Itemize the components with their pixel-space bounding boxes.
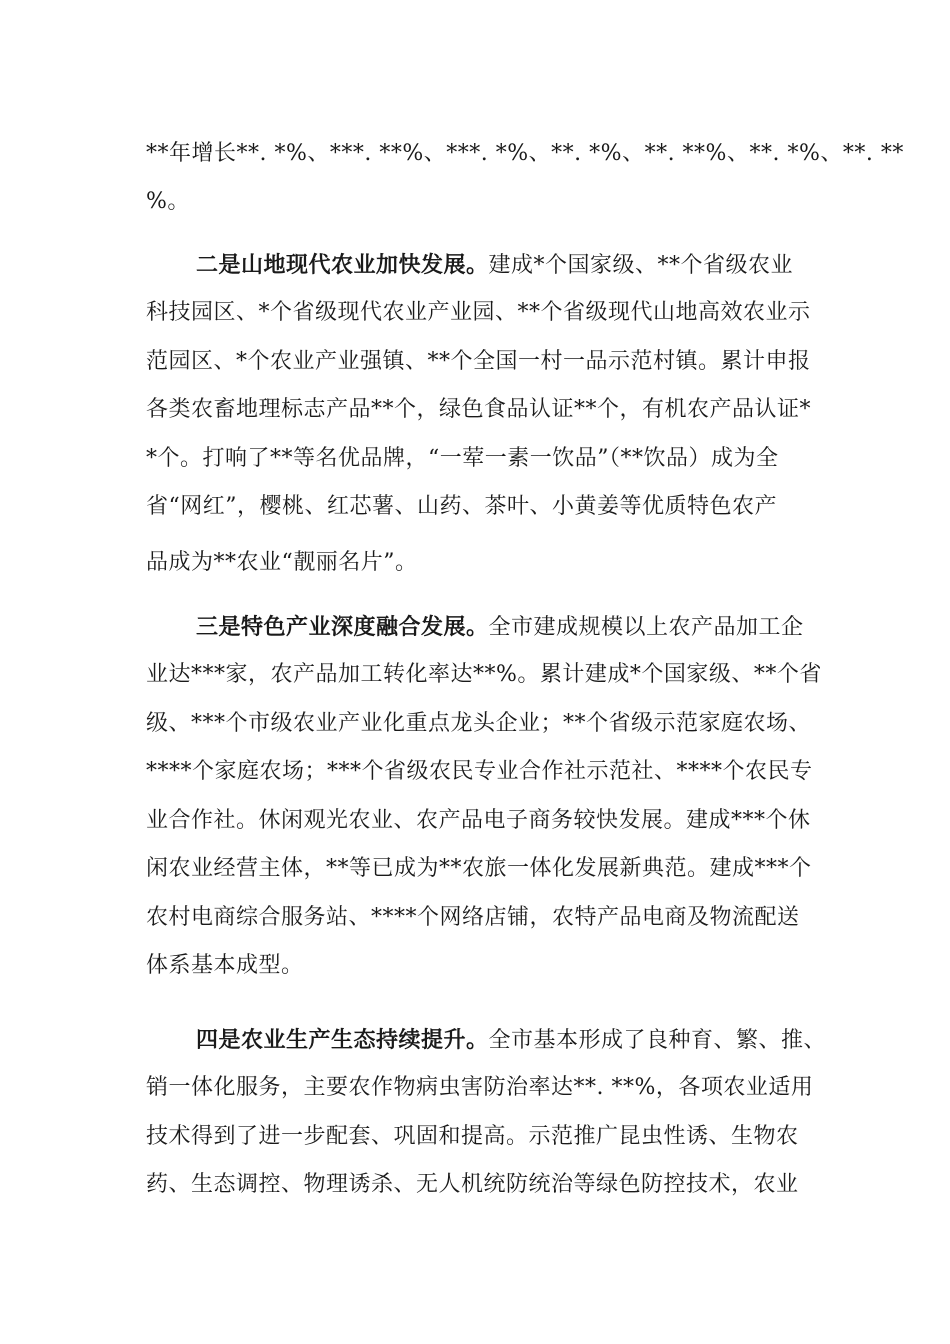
para2-line-6: 省“网红”，樱桃、红芯薯、山药、茶叶、小黄姜等优质特色农产 <box>146 494 777 519</box>
para4-line-4: 药、生态调控、物理诱杀、无人机统防统治等绿色防控技术，农业 <box>146 1172 799 1197</box>
para3-line-8: 体系基本成型。 <box>146 953 304 978</box>
para2-first-rest: 建成*个国家级、**个省级农业 <box>488 253 794 278</box>
para1-line-1: **年增长**. *%、***. **%、***. *%、**. *%、**. **%、**. *%、**. ** <box>146 141 904 166</box>
para3-line-2: 业达***家，农产品加工转化率达**%。累计建成*个国家级、**个省 <box>146 662 822 687</box>
para3-line-7: 农村电商综合服务站、****个网络店铺，农特产品电商及物流配送 <box>146 905 800 930</box>
para2-line-2: 科技园区、*个省级现代农业产业园、**个省级现代山地高效农业示 <box>146 300 811 325</box>
para2-line-7: 品成为**农业“靓丽名片”。 <box>146 550 418 575</box>
para3-line-6: 闲农业经营主体，**等已成为**农旅一体化发展新典范。建成***个 <box>146 856 812 881</box>
para2-line-1 <box>196 250 793 281</box>
para2-lead: 二是山地现代农业加快发展。 <box>196 252 489 278</box>
para4-line-3: 技术得到了进一步配套、巩固和提高。示范推广昆虫性诱、生物农 <box>146 1124 799 1149</box>
para3-line-5: 业合作社。休闲观光农业、农产品电子商务较快发展。建成***个休 <box>146 808 811 833</box>
para3-line-1 <box>196 612 804 643</box>
para3-line-4: ****个家庭农场；***个省级农民专业合作社示范社、****个农民专 <box>146 759 813 784</box>
para4-line-2: 销一体化服务，主要农作物病虫害防治率达**. **%，各项农业适用 <box>146 1075 814 1100</box>
para4-lead: 四是农业生产生态持续提升。 <box>196 1027 489 1053</box>
para4-first-rest: 全市基本形成了良种育、繁、推、 <box>488 1028 827 1053</box>
para3-line-3: 级、***个市级农业产业化重点龙头企业；**个省级示范家庭农场、 <box>146 711 812 736</box>
para2-line-3: 范园区、*个农业产业强镇、**个全国一村一品示范村镇。累计申报 <box>146 349 811 374</box>
para2-line-4: 各类农畜地理标志产品**个，绿色食品认证**个，有机农产品认证* <box>146 397 812 422</box>
para1-line-2: %。 <box>146 189 190 214</box>
para3-first-rest: 全市建成规模以上农产品加工企 <box>488 615 804 640</box>
para2-line-5: *个。打响了**等名优品牌，“一荤一素一饮品”（**饮品）成为全 <box>146 446 779 471</box>
para4-line-1 <box>196 1025 826 1056</box>
para3-lead: 三是特色产业深度融合发展。 <box>196 614 489 640</box>
